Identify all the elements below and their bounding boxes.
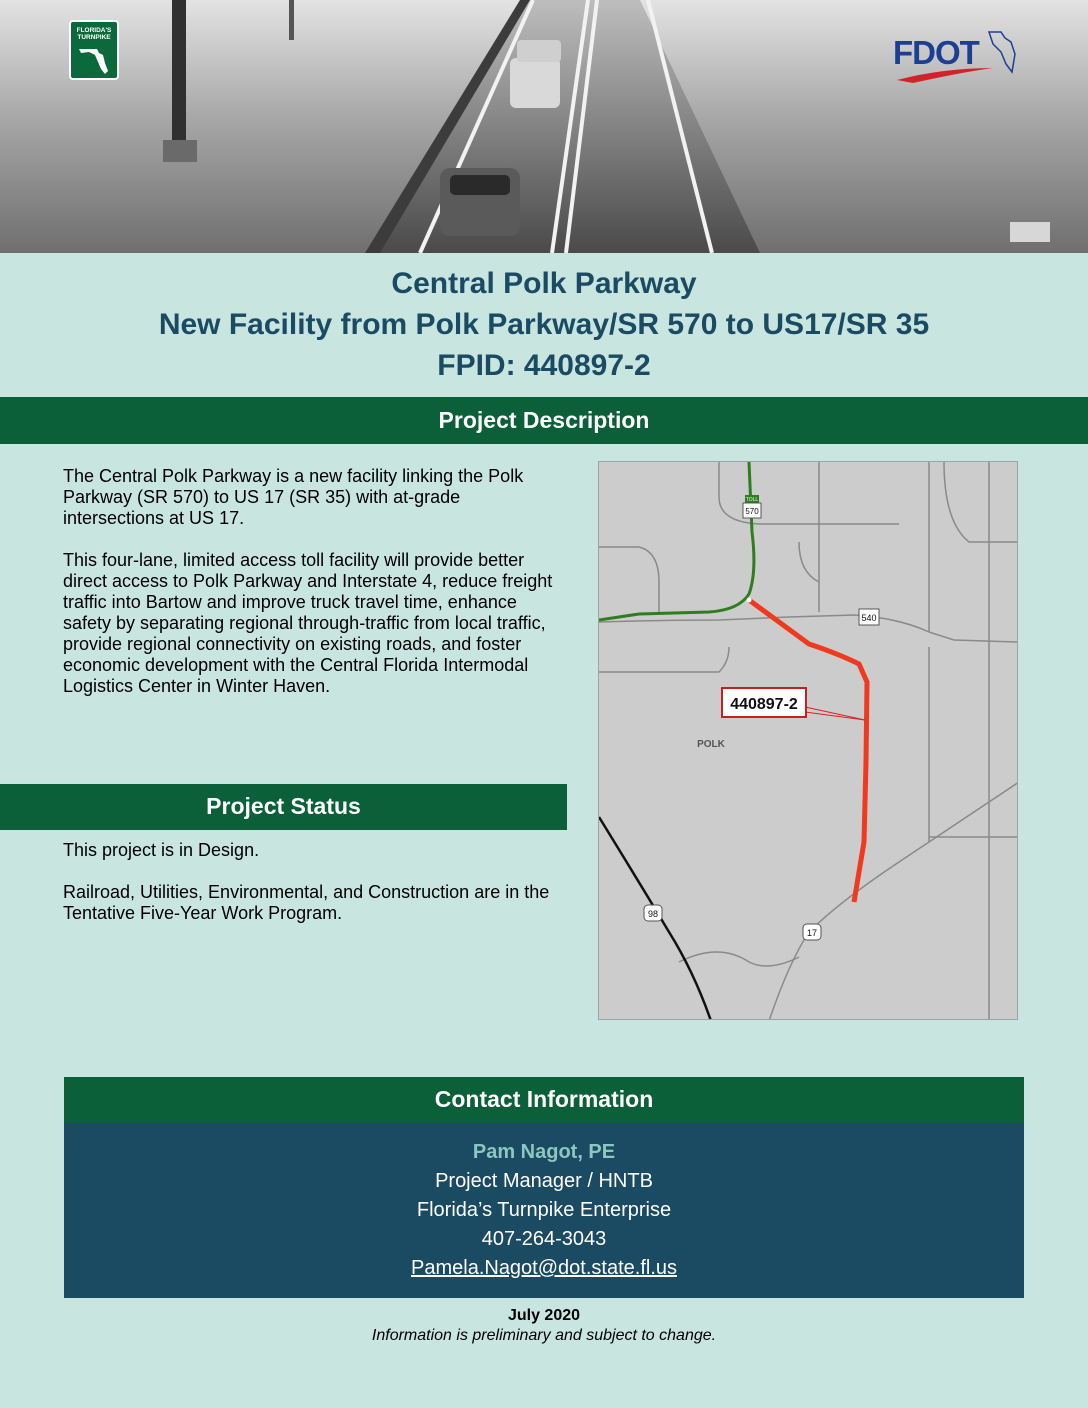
description-paragraph: The Central Polk Parkway is a new facility linking the Polk Parkway (SR 570) to US 17 (SR 35) with at-grade intersections at US 17. (63, 466, 524, 528)
contact-role: Project Manager / HNTB (435, 1170, 653, 1192)
florida-shape-icon (77, 43, 111, 77)
road-local (679, 952, 799, 966)
sr540-shield (859, 609, 879, 625)
document-title-block (0, 263, 1088, 386)
project-status-heading: Project Status (0, 784, 567, 830)
contact-information-panel (64, 1123, 1024, 1298)
status-paragraph: This project is in Design. (63, 840, 260, 860)
footer (0, 1306, 1088, 1346)
road-local (799, 542, 819, 582)
shield-540-label: 540 (861, 613, 877, 623)
polk-parkway-sr570 (599, 462, 754, 620)
us17-shield (803, 924, 821, 940)
contact-phone: 407-264-3043 (481, 1228, 607, 1250)
shield-17-label: 17 (806, 928, 818, 938)
road-local (944, 462, 1018, 542)
description-paragraph: This four-lane, limited access toll facility will provide better direct access to Polk Parkway and Interstate 4, reduce freight traffic into Bartow and improve truck travel time, enhance safety by separating regional through-traffic from local traffic, provide regional connectivity on existing roads, and foster economic development with the Central Florida Intermodal Logistics Center in Winter Haven. (63, 550, 553, 696)
sr570-shield (743, 495, 761, 518)
project-name: Central Polk Parkway (391, 267, 697, 300)
florida-turnpike-logo (69, 20, 119, 80)
status-paragraph: Railroad, Utilities, Environmental, and Construction are in the Tentative Five-Year Work Program. (63, 882, 550, 923)
fdot-logo (893, 28, 1023, 88)
project-subtitle: New Facility from Polk Parkway/SR 570 to US17/SR 35 (158, 308, 930, 341)
project-fpid: FPID: 440897-2 (437, 349, 651, 382)
project-description-heading: Project Description (0, 397, 1088, 444)
road-us17 (769, 782, 1018, 1020)
publication-date: July 2020 (507, 1307, 581, 1324)
contact-email-link[interactable]: Pamela.Nagot@dot.state.fl.us (411, 1257, 677, 1279)
project-label-text: 440897-2 (730, 696, 798, 713)
road-sr540 (599, 615, 1018, 642)
shield-570-label: 570 (745, 507, 759, 516)
road-local (599, 647, 729, 672)
project-location-map (598, 461, 1018, 1020)
project-description-text (63, 466, 558, 697)
project-status-text (63, 840, 558, 924)
disclaimer-note: Information is preliminary and subject to change. (371, 1327, 717, 1344)
county-label: POLK (697, 739, 725, 750)
contact-name: Pam Nagot, PE (472, 1141, 616, 1163)
toll-tag-label: TOLL (745, 497, 759, 503)
fdot-swoosh-icon (893, 28, 1023, 88)
interchange-node (747, 598, 752, 603)
central-polk-parkway-alignment (749, 600, 867, 902)
us98-shield (644, 905, 662, 921)
shield-98-label: 98 (647, 909, 659, 919)
turnpike-logo-text: FLORIDA'S TURNPIKE (76, 27, 112, 41)
fdot-logo-text: FDOT (893, 34, 979, 71)
contact-organization: Florida’s Turnpike Enterprise (416, 1199, 672, 1221)
contact-information-heading: Contact Information (64, 1077, 1024, 1123)
road-local (599, 547, 659, 612)
